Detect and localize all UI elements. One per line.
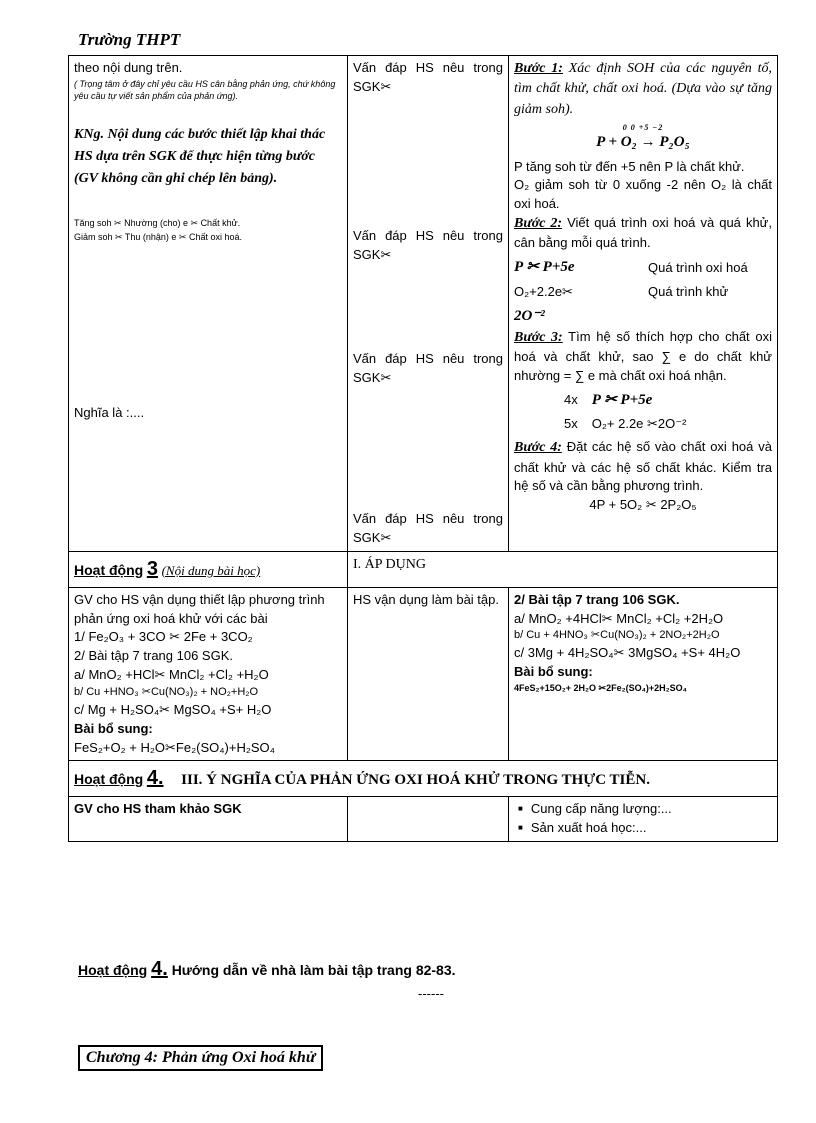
step-text: Xác định SOH của các nguyên tố, tìm chất khử, chất oxi hoá. (Dựa vào sự tăng giảm soh). (514, 61, 772, 117)
content-column (509, 56, 778, 552)
equation: 4x P ✂ P+5e (564, 391, 653, 408)
step-label: Bước 3: (514, 329, 563, 345)
lesson-table (68, 55, 778, 842)
section-title: I. ÁP DỤNG (348, 551, 778, 587)
teacher-column: GV cho HS tham khảo SGK (69, 797, 348, 842)
step-text: Đặt các hệ số vào chất oxi hoá và chất khử và các hệ số chất khác. Kiểm tra hệ số và cần bằng phương trình. (514, 439, 772, 494)
rule-text: Tăng soh ✂ Nhường (cho) e ✂ Chất khử. (74, 218, 241, 229)
step-text: Viết quá trình oxi hoá và quá khử, cân bằng mỗi quá trình. (514, 215, 772, 251)
table-row (69, 761, 778, 797)
content-column: 2/ Bài tập 7 trang 106 SGK. a/ MnO₂ +4HCl✂ MnCl₂ +Cl₂ +2H₂O b/ Cu + 4HNO₃ ✂Cu(NO₃)₂ + 2NO₂+2H₂O c/ 3Mg + 4H₂SO₄✂ 3MgSO₄ +S+ 4H₂O Bài bổ sung: 4FeS₂+15O₂+ 2H₂O ✂2Fe₂(SO₄)+2H₂SO₄ (509, 587, 778, 761)
activity-heading: Hoạt động 4. III. Ý NGHĨA CỦA PHẢN ỨNG OXI HOÁ KHỬ TRONG THỰC TIỄN. (69, 761, 778, 797)
activity-heading: Hoạt động 3 (Nội dung bài học) (69, 551, 348, 587)
rule-text: Giảm soh ✂ Thu (nhận) e ✂ Chất oxi hoá. (74, 231, 242, 242)
qa-text: Vấn đáp HS nêu trong SGK✂ (353, 227, 503, 262)
equation: 2O⁻² (514, 307, 545, 324)
qa-text: Vấn đáp HS nêu trong SGK✂ (353, 351, 503, 386)
note-text: ( Trọng tâm ở đây chỉ yêu cầu HS cân bằng phản ứng, chứ không yêu cầu tự viết sản phẩm của phản ứng). (74, 78, 336, 101)
step-label: Bước 1: (514, 61, 563, 76)
equation: 5x O₂+ 2.2e ✂2O⁻² (564, 416, 687, 432)
teacher-column (69, 56, 348, 552)
page-header: Trường THPT (78, 30, 181, 49)
list-item: ■ Cung cấp năng lượng:... (534, 800, 772, 819)
teacher-column: GV cho HS vận dụng thiết lập phương trình phản ứng oxi hoá khử với các bài 1/ Fe₂O₃ + 3CO ✂ 2Fe + 3CO₂ 2/ Bài tập 7 trang 106 SGK. a/ MnO₂ +HCl✂ MnCl₂ +Cl₂ +H₂O b/ Cu +HNO₃ ✂Cu(NO₃)₂ + NO₂+H₂O c/ Mg + H₂SO₄✂ MgSO₄ +S+ H₂O Bài bổ sung: FeS₂+O₂ + H₂O✂Fe₂(SO₄)+H₂SO₄ (69, 587, 348, 761)
table-row (69, 56, 778, 552)
student-column (348, 797, 509, 842)
meaning-text: Nghĩa là :.... (74, 405, 145, 421)
table-row (69, 551, 778, 587)
table-row (69, 587, 778, 761)
step-text: Tìm hệ số thích hợp cho chất oxi hoá và chất khử, sao ∑ e do chất khử nhường = ∑ e mà chất oxi hoá nhận. (514, 328, 772, 383)
divider: ------ (418, 986, 444, 1001)
table-row (69, 797, 778, 842)
text-line: O₂ giảm soh từ 0 xuống -2 nên O₂ là chất oxi hoá. (514, 177, 772, 212)
equation: O₂+2.2e✂ Quá trình khử (514, 284, 729, 300)
step-label: Bước 2: (514, 216, 563, 232)
text-line: theo nội dung trên. (74, 60, 183, 75)
kng-text: KNg. Nội dung các bước thiết lập khai thác HS dựa trên SGK để thực hiện từng bước (GV không cần ghi chép lên bảng). (74, 127, 326, 186)
equation: 4P + 5O₂ ✂ 2P₂O₅ (589, 497, 697, 513)
qa-text: Vấn đáp HS nêu trong SGK✂ (353, 511, 503, 545)
chapter-box: Chương 4: Phản ứng Oxi hoá khử (78, 1045, 323, 1071)
qa-text: Vấn đáp HS nêu trong SGK✂ (353, 60, 503, 94)
student-column (348, 56, 509, 552)
text-line: P tăng soh từ đến +5 nên P là chất khử. (514, 158, 745, 174)
homework-line: Hoạt động 4. Hướng dẫn về nhà làm bài tập trang 82-83. (78, 958, 456, 980)
list-item: ■ Sản xuất hoá học:... (534, 819, 772, 838)
student-column: HS vận dụng làm bài tập. (348, 587, 509, 761)
step-label: Bước 4: (514, 440, 562, 456)
equation: P ✂ P+5e Quá trình oxi hoá (514, 259, 748, 276)
content-column (509, 797, 778, 842)
equation: 0 0 +5 −2 P + O₂ → P₂O₅ (596, 122, 690, 150)
